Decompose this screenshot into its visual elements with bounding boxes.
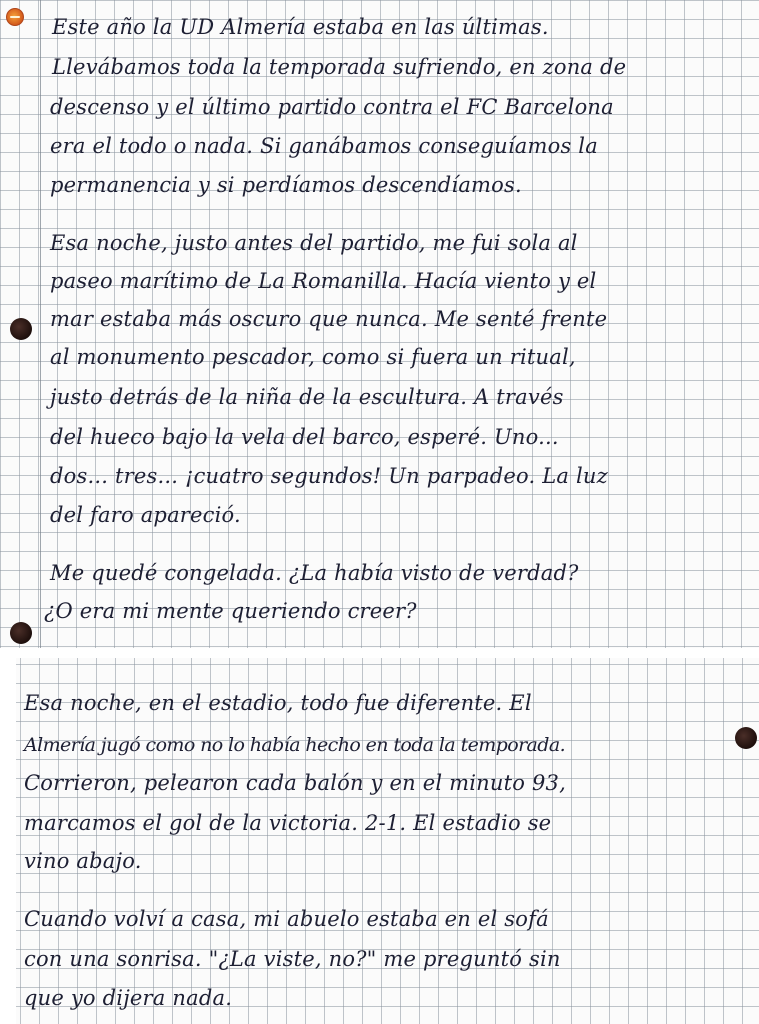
page-gap	[0, 648, 759, 658]
binder-hole	[735, 727, 757, 749]
text-line: Cuando volví a casa, mi abuelo estaba en el sofá	[24, 907, 549, 931]
text-line: al monumento pescador, como si fuera un ritual,	[50, 345, 576, 369]
text-line: con una sonrisa. "¿La viste, no?" me preguntó sin	[24, 947, 561, 971]
text-line: del hueco bajo la vela del barco, esperé. Uno...	[50, 425, 559, 449]
text-line: que yo dijera nada.	[24, 986, 233, 1010]
text-line: Me quedé congelada. ¿La había visto de verdad?	[50, 561, 579, 585]
text-line: Este año la UD Almería estaba en las últimas.	[52, 15, 549, 39]
notebook-page-bottom	[16, 658, 759, 1024]
text-line: descenso y el último partido contra el FC Barcelona	[50, 95, 614, 119]
text-line: paseo marítimo de La Romanilla. Hacía viento y el	[50, 269, 597, 293]
binder-hole	[10, 318, 32, 340]
page-margin-line	[40, 0, 41, 648]
notebook-logo-icon	[6, 8, 24, 26]
binder-hole	[10, 622, 32, 644]
text-line: Llevábamos toda la temporada sufriendo, en zona de	[52, 55, 627, 79]
text-line: vino abajo.	[24, 849, 142, 873]
text-line: justo detrás de la niña de la escultura. A través	[50, 385, 564, 409]
text-line: Esa noche, en el estadio, todo fue diferente. El	[24, 691, 532, 715]
text-line: del faro apareció.	[50, 503, 241, 527]
text-line: dos... tres... ¡cuatro segundos! Un parpadeo. La luz	[50, 464, 608, 488]
text-line: Corrieron, pelearon cada balón y en el minuto 93,	[24, 771, 566, 795]
text-line: mar estaba más oscuro que nunca. Me senté frente	[50, 307, 608, 331]
text-line: ¿O era mi mente queriendo creer?	[44, 599, 417, 623]
text-line: marcamos el gol de la victoria. 2-1. El estadio se	[24, 811, 552, 835]
text-line: permanencia y si perdíamos descendíamos.	[50, 173, 522, 197]
text-line: Almería jugó como no lo había hecho en toda la temporada.	[24, 734, 566, 756]
text-line: era el todo o nada. Si ganábamos conseguíamos la	[50, 134, 598, 158]
text-line: Esa noche, justo antes del partido, me fui sola al	[50, 231, 578, 255]
